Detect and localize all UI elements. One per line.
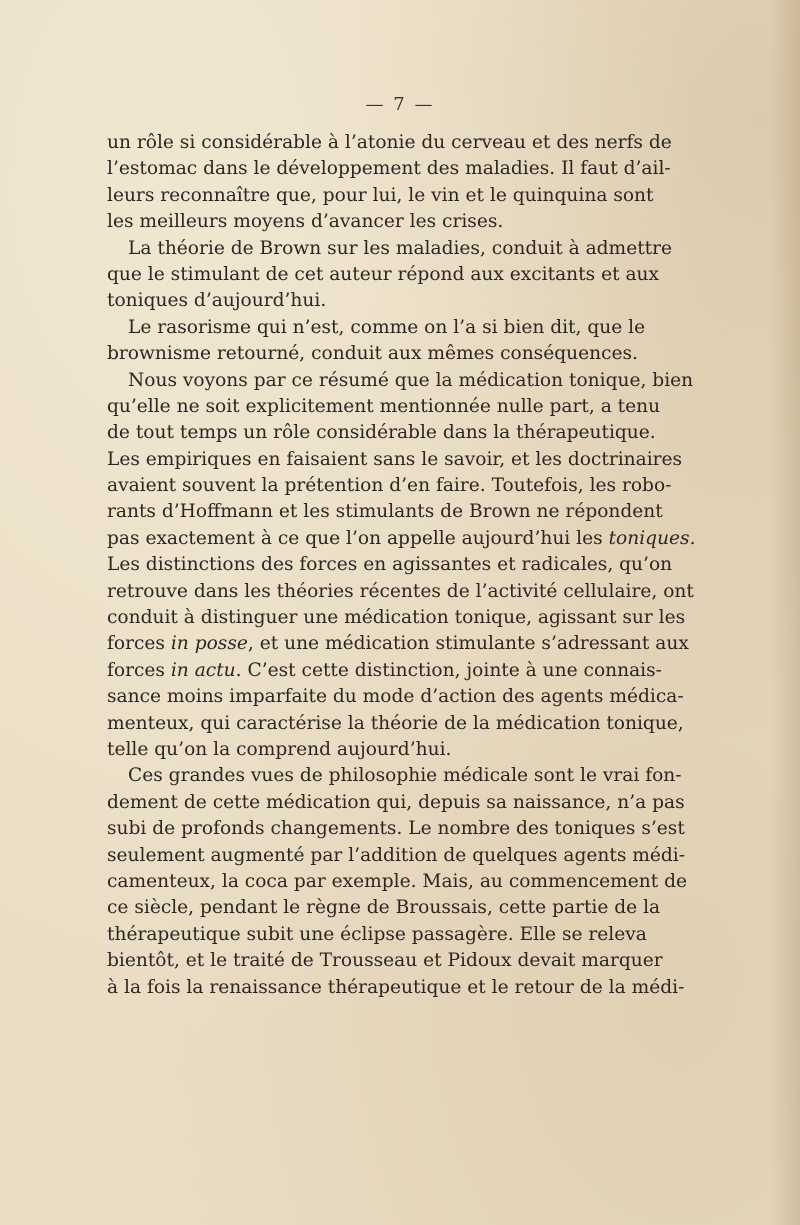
text-line: [107, 552, 673, 578]
italic-term: in posse: [170, 633, 248, 655]
text-line: [107, 605, 686, 631]
text-line-content: que le stimulant de cet auteur répond aux excitants et aux: [107, 263, 660, 285]
italic-term: toniques.: [608, 527, 696, 549]
text-line-content: sance moins imparfaite du mode d’action des agents médica-: [107, 686, 684, 708]
text-line-content: toniques d’aujourd’hui.: [107, 290, 327, 312]
text-line-content: bientôt, et le traité de Trousseau et Pidoux devait marquer: [107, 950, 663, 972]
text-line: [107, 130, 672, 156]
text-line: [107, 711, 684, 737]
text-line: [107, 315, 646, 341]
text-line: [107, 869, 687, 895]
text-line: [107, 975, 685, 1001]
text-line: [107, 156, 671, 182]
text-line-content: Le rasorisme qui n’est, comme on l’a si bien dit, que le: [128, 316, 646, 338]
text-line: [107, 236, 673, 262]
page-number: — 7 —: [365, 94, 435, 115]
text-line-content: pas exactement à ce que l’on appelle aujourd’hui les: [107, 527, 603, 549]
text-line-content: Nous voyons par ce résumé que la médication tonique, bien: [128, 369, 694, 391]
body-text: [107, 130, 696, 1001]
text-line-content: ce siècle, pendant le règne de Broussais, cette partie de la: [107, 897, 661, 919]
text-line-content: conduit à distinguer une médication tonique, agissant sur les: [107, 607, 686, 629]
text-line-content: thérapeutique subit une éclipse passagère. Elle se releva: [107, 923, 647, 945]
text-line: [107, 473, 672, 499]
text-line-content: Les distinctions des forces en agissantes et radicales, qu’on: [107, 554, 673, 576]
text-line-content: Ces grandes vues de philosophie médicale sont le vrai fon-: [128, 765, 682, 787]
text-line-content: forces: [107, 659, 165, 681]
text-line: [107, 790, 685, 816]
text-line-continuation: , et une médication stimulante s’adressant aux: [247, 633, 689, 655]
text-line: [107, 183, 654, 209]
text-line-content: seulement augmenté par l’addition de quelques agents médi-: [107, 844, 686, 866]
text-line: [107, 420, 656, 446]
text-line-content: subi de profonds changements. Le nombre des toniques s’est: [107, 818, 685, 840]
text-line-content: avaient souvent la prétention d’en faire. Toutefois, les robo-: [107, 475, 672, 497]
text-line-content: à la fois la renaissance thérapeutique et le retour de la médi-: [107, 976, 685, 998]
text-line: [107, 394, 661, 420]
text-line-content: telle qu’on la comprend aujourd’hui.: [107, 738, 452, 760]
text-line: [107, 499, 663, 525]
text-line-content: un rôle si considérable à l’atonie du cerveau et des nerfs de: [107, 132, 672, 153]
text-line-content: l’estomac dans le développement des maladies. Il faut d’ail-: [107, 158, 671, 180]
text-line: [107, 922, 647, 948]
text-line-content: La théorie de Brown sur les maladies, conduit à admettre: [128, 237, 673, 259]
text-line: [107, 816, 685, 842]
text-line-content: qu’elle ne soit explicitement mentionnée nulle part, a tenu: [107, 395, 661, 417]
text-line: [107, 948, 663, 974]
text-line: [107, 368, 694, 394]
text-line-content: menteux, qui caractérise la théorie de la médication tonique,: [107, 712, 684, 734]
text-line-content: retrouve dans les théories récentes de l’activité cellulaire, ont: [107, 580, 694, 602]
text-line: [107, 737, 643, 763]
text-line: [107, 341, 643, 367]
text-line: [107, 579, 694, 605]
text-line-content: Les empiriques en faisaient sans le savoir, et les doctrinaires: [107, 448, 683, 470]
italic-term: in actu: [170, 659, 236, 681]
text-line: [107, 658, 662, 684]
text-line: [107, 447, 683, 473]
text-line-content: camenteux, la coca par exemple. Mais, au commencement de: [107, 870, 687, 892]
text-line: [107, 262, 660, 288]
text-line-content: de tout temps un rôle considérable dans la thérapeutique.: [107, 422, 656, 444]
text-line: [107, 209, 643, 235]
page-edge-shadow: [770, 0, 800, 1225]
text-line: [107, 684, 684, 710]
text-line-content: les meilleurs moyens d’avancer les crises.: [107, 211, 504, 233]
text-line: [107, 288, 643, 314]
text-line-content: forces: [107, 633, 165, 655]
text-line-continuation: . C’est cette distinction, jointe à une connais-: [235, 659, 662, 681]
text-line-content: brownisme retourné, conduit aux mêmes conséquences.: [107, 343, 638, 365]
text-line: [107, 526, 696, 552]
text-line: [107, 763, 682, 789]
text-line: [107, 843, 686, 869]
text-line: [107, 895, 661, 921]
text-line: [107, 631, 689, 657]
text-line-content: rants d’Hoffmann et les stimulants de Brown ne répondent: [107, 501, 663, 523]
text-line-content: dement de cette médication qui, depuis sa naissance, n’a pas: [107, 791, 685, 813]
text-line-content: leurs reconnaître que, pour lui, le vin et le quinquina sont: [107, 184, 654, 206]
